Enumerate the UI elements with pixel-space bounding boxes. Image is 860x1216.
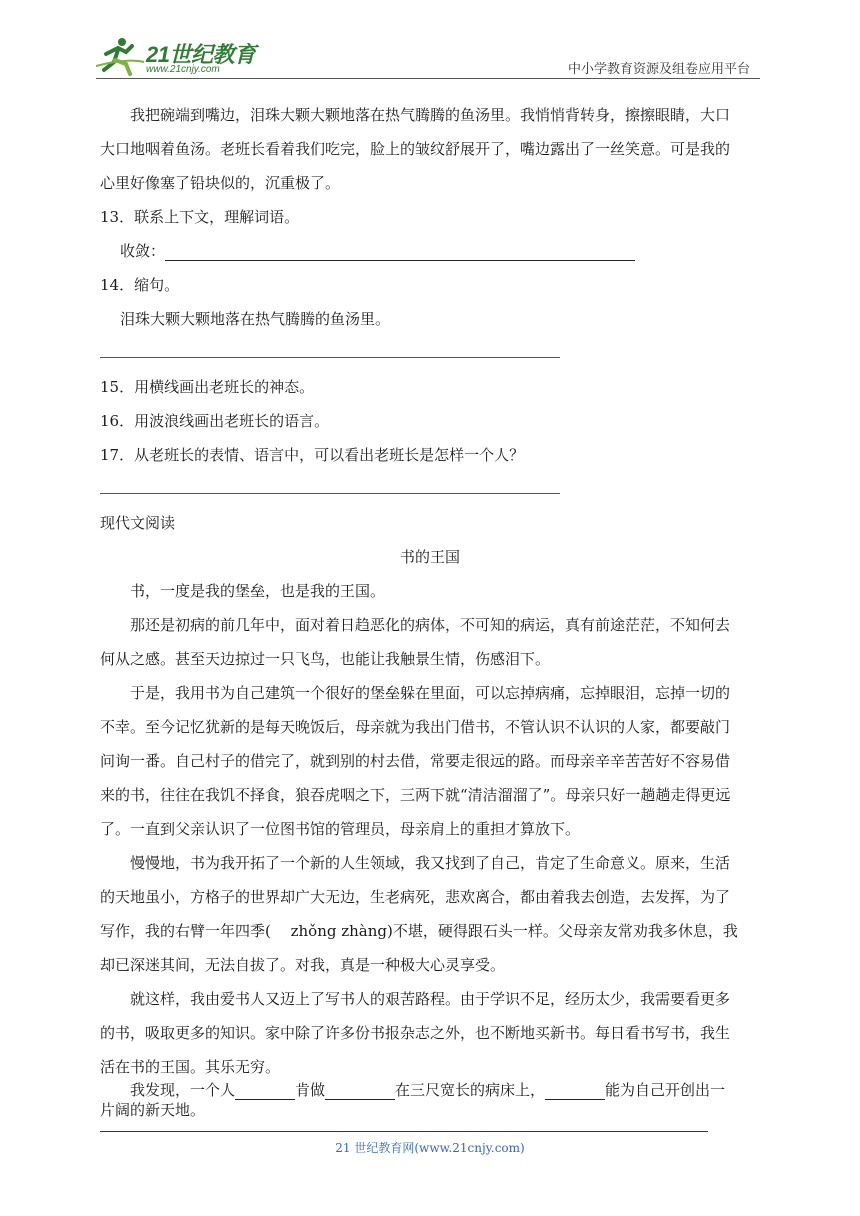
fill-text: 肯做 bbox=[295, 1081, 326, 1099]
article-line: 不幸。至今记忆犹新的是每天晚饭后，母亲就为我出门借书，不管认识不认识的人家，都要敲门 bbox=[100, 718, 731, 736]
article-line: 书，一度是我的堡垒，也是我的王国。 bbox=[130, 582, 386, 600]
fill-text: 能为自己开创出一 bbox=[605, 1081, 726, 1099]
answer-line[interactable] bbox=[100, 357, 560, 358]
question-17: 17．从老班长的表情、语言中，可以看出老班长是怎样一个人？ bbox=[100, 446, 525, 464]
article-line: 的书，吸取更多的知识。家中除了许多份书报杂志之外，也不断地买新书。每日看书写书，我生 bbox=[100, 1024, 731, 1042]
article-line: 于是，我用书为自己建筑一个很好的堡垒躲在里面，可以忘掉病痛，忘掉眼泪，忘掉一切的 bbox=[130, 684, 731, 702]
article-line: 却已深迷其间，无法自拔了。对我，真是一种极大心灵享受。 bbox=[100, 956, 506, 974]
fill-text: 我发现，一个人 bbox=[130, 1081, 236, 1099]
article-title: 书的王国 bbox=[399, 548, 460, 566]
article-line: 的天地虽小，方格子的世界却广大无边，生老病死，悲欢离合，都由着我去创造，去发挥，为了 bbox=[100, 888, 731, 906]
fill-blank-1[interactable] bbox=[235, 1083, 295, 1100]
fill-line-2-visible: 片阔的新天地。 bbox=[100, 1101, 206, 1119]
question-13-term bbox=[120, 241, 635, 261]
fill-blank-2[interactable] bbox=[325, 1083, 395, 1100]
article-line: 慢慢地，书为我开拓了一个新的人生领域，我又找到了自己，肯定了生命意义。原来，生活 bbox=[130, 854, 731, 872]
passage-line: 心里好像塞了铅块似的，沉重极了。 bbox=[100, 174, 341, 192]
article-line: 活在书的王国。其乐无穷。 bbox=[100, 1058, 281, 1076]
article-line: 写作，我的右臂一年四季( zhǒng zhàng)不堪，硬得跟石头一样。父母亲友常劝我多休息，我 bbox=[100, 922, 738, 940]
article-line: 就这样，我由爱书人又迈上了写书人的艰苦路程。由于学识不足，经历太少，我需要看更多 bbox=[130, 990, 731, 1008]
passage-line: 我把碗端到嘴边，泪珠大颗大颗地落在热气腾腾的鱼汤里。我悄悄背转身，擦擦眼睛，大口 bbox=[130, 106, 731, 124]
logo-url[interactable]: www.21cnjy.com bbox=[146, 64, 220, 75]
question-14-sentence: 泪珠大颗大颗地落在热气腾腾的鱼汤里。 bbox=[120, 310, 391, 328]
question-13: 13．联系上下文，理解词语。 bbox=[100, 208, 300, 226]
header-divider bbox=[96, 78, 760, 79]
article-line: 了。一直到父亲认识了一位图书馆的管理员，母亲肩上的重担才算放下。 bbox=[100, 820, 581, 838]
article-line: 何从之感。甚至天边掠过一只飞鸟，也能让我触景生情，伤感泪下。 bbox=[100, 650, 551, 668]
footer-divider bbox=[100, 1131, 708, 1132]
header-platform-text: 中小学教育资源及组卷应用平台 bbox=[568, 62, 751, 77]
article-line: 那还是初病的前几年中，面对着日趋恶化的病体，不可知的病运，真有前途茫茫，不知何去 bbox=[130, 616, 731, 634]
footer-text[interactable]: 21 世纪教育网(www.21cnjy.com) bbox=[335, 1141, 525, 1155]
section-title: 现代文阅读 bbox=[100, 514, 176, 532]
article-line: 问询一番。自己村子的借完了，就到别的村去借，常要走很远的路。而母亲辛辛苦苦好不容易借 bbox=[100, 752, 731, 770]
question-14: 14．缩句。 bbox=[100, 276, 180, 294]
answer-blank[interactable] bbox=[165, 244, 635, 261]
passage-line: 大口地咽着鱼汤。老班长看着我们吃完，脸上的皱纹舒展开了，嘴边露出了一丝笑意。可是我的 bbox=[100, 140, 731, 158]
question-16: 16．用波浪线画出老班长的语言。 bbox=[100, 412, 330, 430]
article-line: 来的书，往往在我饥不择食，狼吞虎咽之下，三两下就“清洁溜溜了”。母亲只好一趟趟走得更远 bbox=[100, 786, 731, 804]
fill-blank-3[interactable] bbox=[545, 1083, 605, 1100]
logo-text: 21世纪教育 bbox=[146, 42, 256, 67]
answer-line[interactable] bbox=[100, 493, 560, 494]
term-label: 收敛： bbox=[120, 242, 166, 260]
fill-in-line bbox=[130, 1080, 725, 1100]
question-15: 15．用横线画出老班长的神态。 bbox=[100, 378, 315, 396]
fill-text: 在三尺宽长的病床上， bbox=[395, 1081, 546, 1099]
